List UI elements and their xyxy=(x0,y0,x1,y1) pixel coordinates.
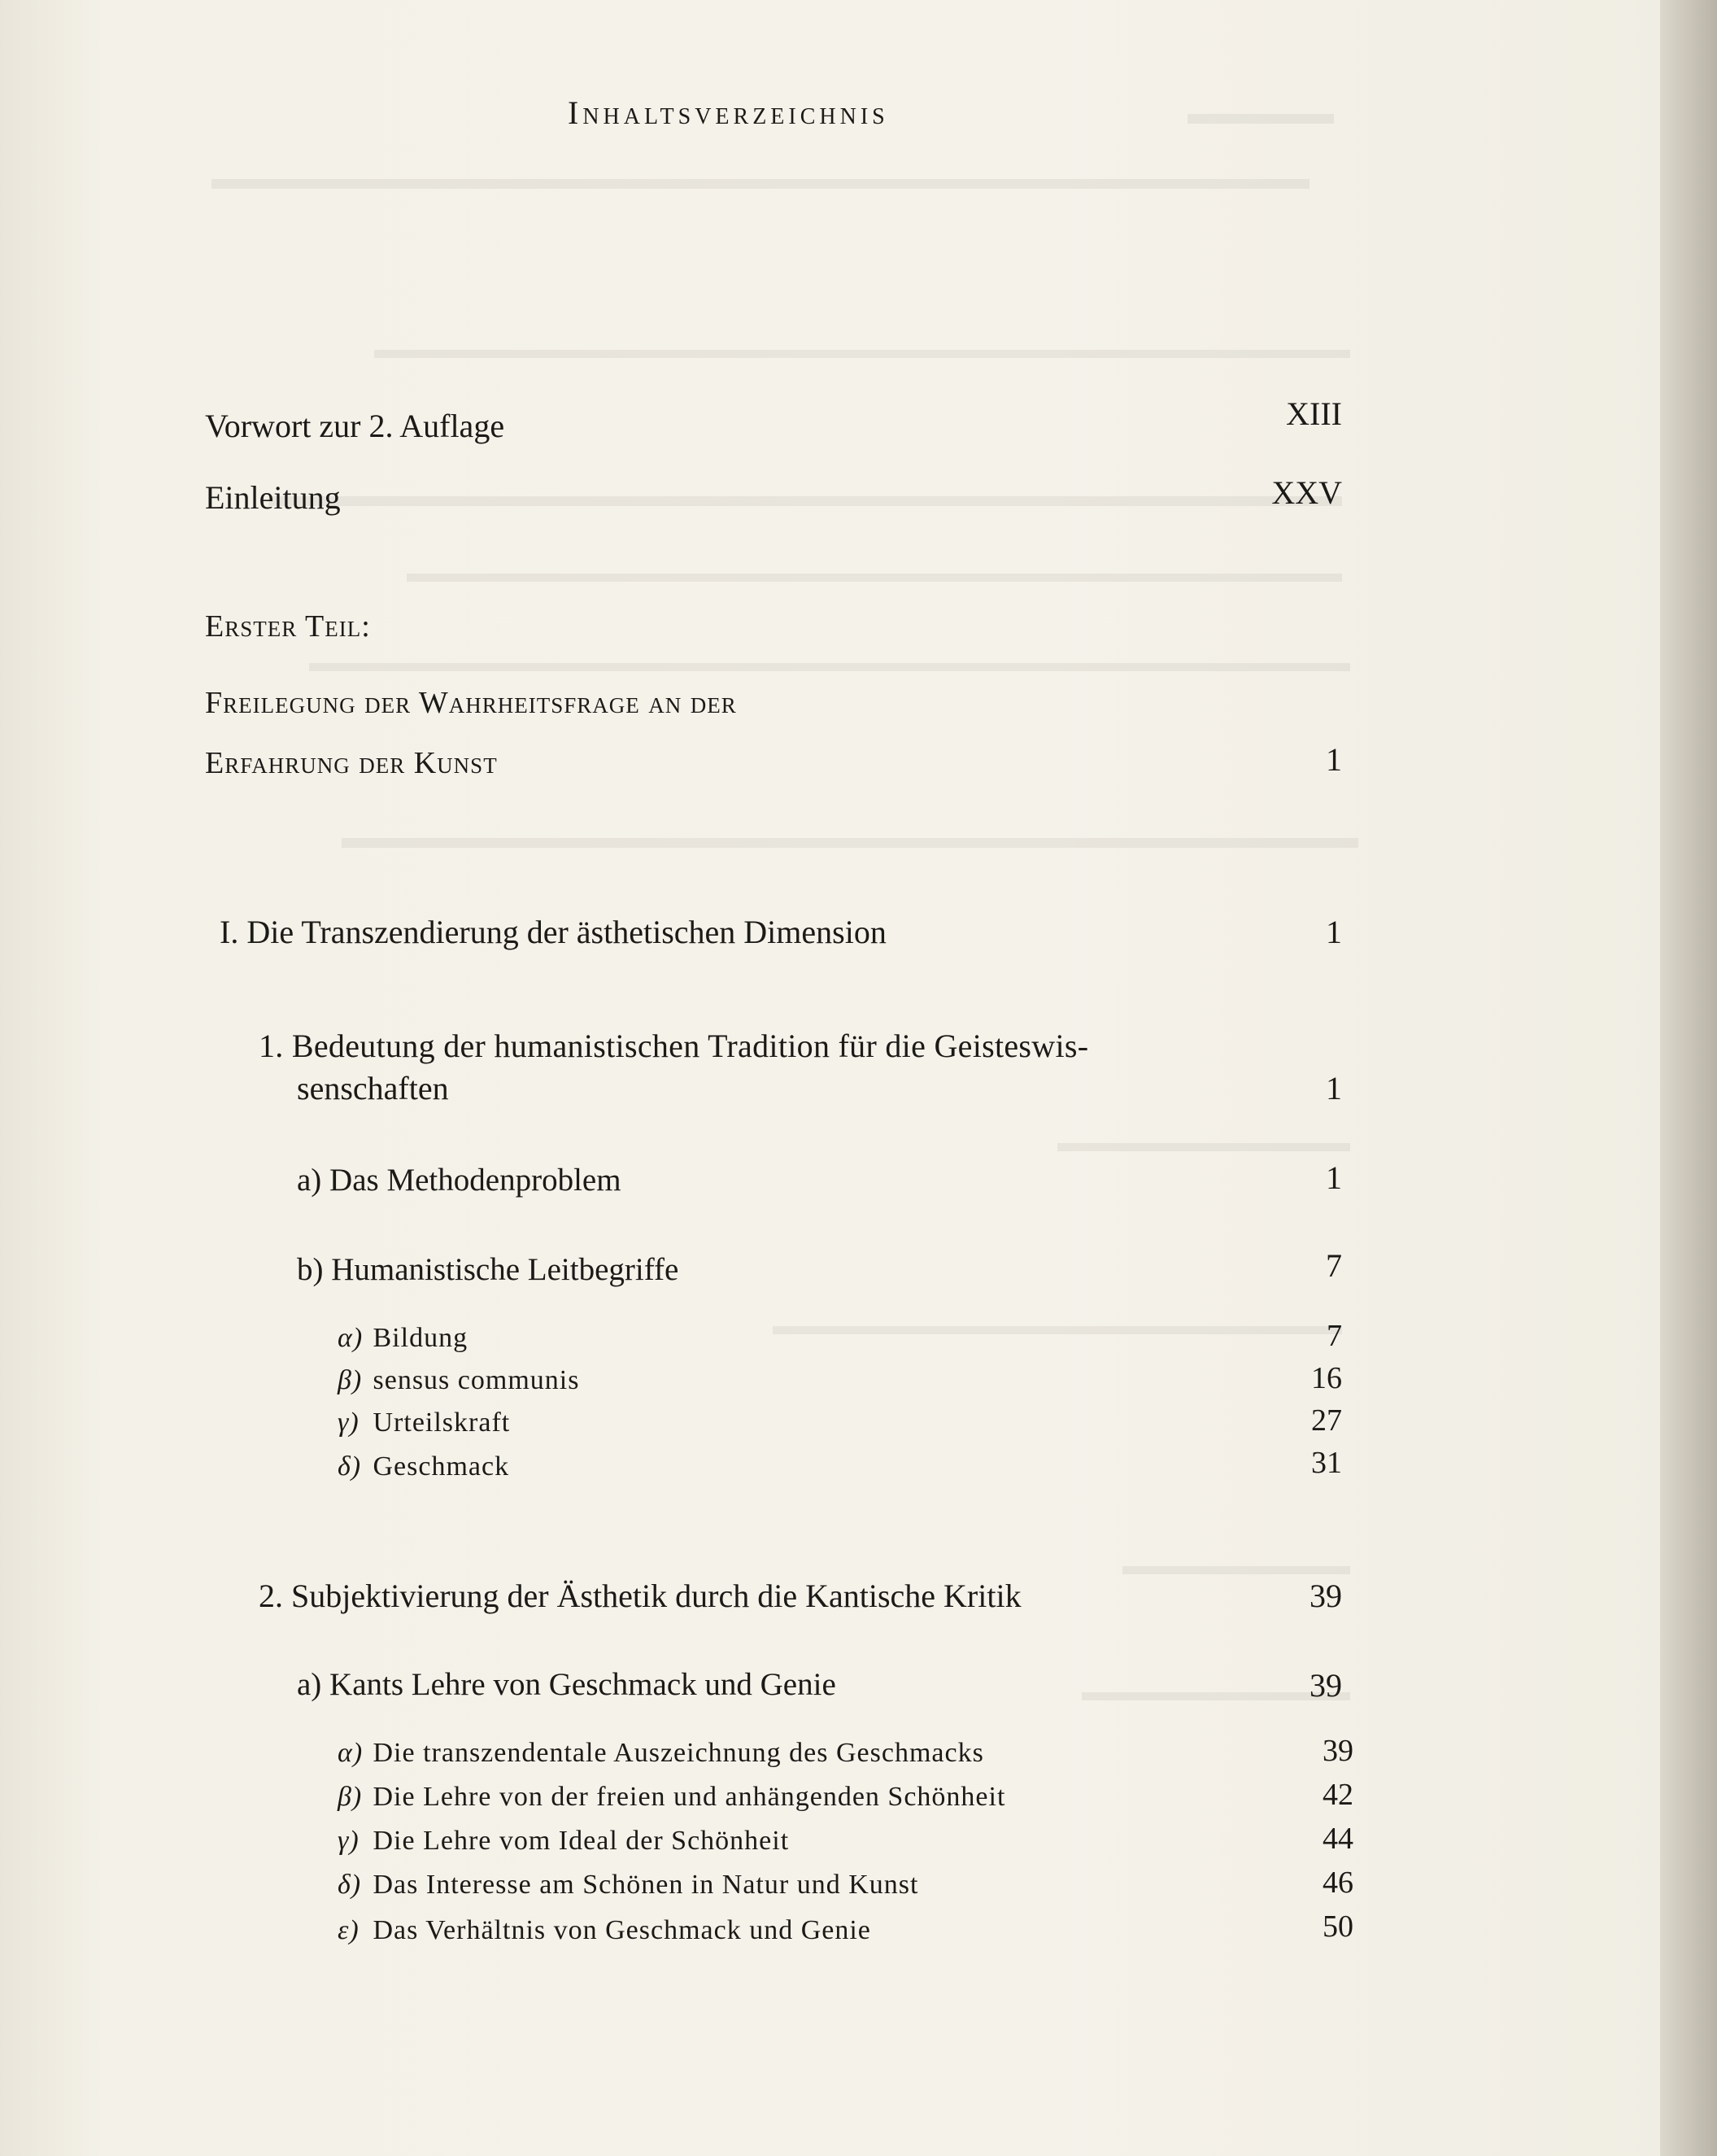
chapter-1b-item-page: 27 xyxy=(1311,1403,1342,1438)
item-title: sensus communis xyxy=(373,1365,580,1395)
item-title: Die Lehre vom Ideal der Schönheit xyxy=(373,1826,790,1856)
chapter-1-page: 1 xyxy=(1326,1070,1342,1106)
chapter-2a-item xyxy=(338,1826,789,1857)
chapter-1b-item xyxy=(338,1408,510,1438)
bleed-through-mark xyxy=(1057,1143,1350,1151)
chapter-2a-item-page: 50 xyxy=(1323,1909,1353,1944)
part-title-line2: Erfahrung der Kunst xyxy=(205,746,498,780)
item-title: Die transzendentale Auszeichnung des Geschmacks xyxy=(373,1738,984,1768)
chapter-2a-page: 39 xyxy=(1310,1667,1342,1704)
item-marker: δ) xyxy=(338,1451,362,1482)
chapter-2a-item xyxy=(338,1738,984,1769)
chapter-2-title: 2. Subjektivierung der Ästhetik durch die Kantische Kritik xyxy=(259,1578,1022,1614)
page-edge-shadow xyxy=(1660,0,1717,2156)
chapter-1b-item-page: 16 xyxy=(1311,1361,1342,1395)
chapter-2a-item-page: 42 xyxy=(1323,1778,1353,1812)
part-title-line1: Freilegung der Wahrheitsfrage an der xyxy=(205,686,737,720)
toc-heading: Inhaltsverzeichnis xyxy=(568,94,889,131)
item-marker: α) xyxy=(338,1323,364,1353)
chapter-1b-item xyxy=(338,1365,579,1396)
item-title: Die Lehre von der freien und anhängenden Schönheit xyxy=(373,1782,1006,1812)
toc-entry-vorwort: Vorwort zur 2. Auflage xyxy=(205,408,505,444)
section-i-page: 1 xyxy=(1326,914,1342,950)
part-label: Erster Teil: xyxy=(205,609,371,644)
chapter-1b-title: b) Humanistische Leitbegriffe xyxy=(297,1252,679,1287)
toc-page-einleitung: XXV xyxy=(1271,474,1342,511)
chapter-1b-item xyxy=(338,1451,509,1482)
chapter-2a-item-page: 39 xyxy=(1323,1734,1353,1768)
chapter-1a-page: 1 xyxy=(1326,1159,1342,1196)
item-marker: δ) xyxy=(338,1870,362,1900)
bleed-through-mark xyxy=(309,663,1350,671)
item-marker: ε) xyxy=(338,1915,360,1945)
chapter-1b-item-page: 7 xyxy=(1327,1319,1342,1353)
chapter-1a-title: a) Das Methodenproblem xyxy=(297,1163,621,1198)
chapter-1b-item xyxy=(338,1323,468,1354)
chapter-2a-item-page: 44 xyxy=(1323,1822,1353,1856)
item-title: Geschmack xyxy=(373,1451,510,1482)
item-marker: γ) xyxy=(338,1826,360,1856)
chapter-1b-item-page: 31 xyxy=(1311,1446,1342,1480)
item-marker: α) xyxy=(338,1738,364,1768)
bleed-through-mark xyxy=(407,574,1342,582)
toc-page-vorwort: XIII xyxy=(1286,395,1342,432)
toc-entry-einleitung: Einleitung xyxy=(205,479,341,516)
item-title: Das Interesse am Schönen in Natur und Kunst xyxy=(373,1870,919,1900)
item-marker: γ) xyxy=(338,1408,360,1438)
bleed-through-mark xyxy=(374,350,1350,358)
item-title: Das Verhältnis von Geschmack und Genie xyxy=(373,1915,871,1945)
chapter-2a-item xyxy=(338,1782,1005,1813)
bleed-through-mark xyxy=(1188,114,1334,124)
bleed-through-mark xyxy=(1122,1566,1350,1574)
section-i-title: I. Die Transzendierung der ästhetischen Dimension xyxy=(220,914,887,950)
chapter-2a-item xyxy=(338,1915,871,1946)
bleed-through-mark xyxy=(211,179,1310,189)
item-marker: β) xyxy=(338,1782,363,1812)
chapter-2a-title: a) Kants Lehre von Geschmack und Genie xyxy=(297,1667,836,1702)
item-title: Bildung xyxy=(373,1323,468,1353)
item-marker: β) xyxy=(338,1365,363,1395)
chapter-2-page: 39 xyxy=(1310,1578,1342,1614)
chapter-1-title-line1: 1. Bedeutung der humanistischen Tradition für die Geisteswis- xyxy=(259,1028,1089,1064)
chapter-2a-item xyxy=(338,1870,918,1901)
chapter-2a-item-page: 46 xyxy=(1323,1866,1353,1900)
chapter-1-title-line2: senschaften xyxy=(297,1070,449,1106)
bleed-through-mark xyxy=(342,838,1358,848)
chapter-1b-page: 7 xyxy=(1326,1247,1342,1284)
item-title: Urteilskraft xyxy=(373,1408,511,1438)
part-page: 1 xyxy=(1326,741,1342,778)
